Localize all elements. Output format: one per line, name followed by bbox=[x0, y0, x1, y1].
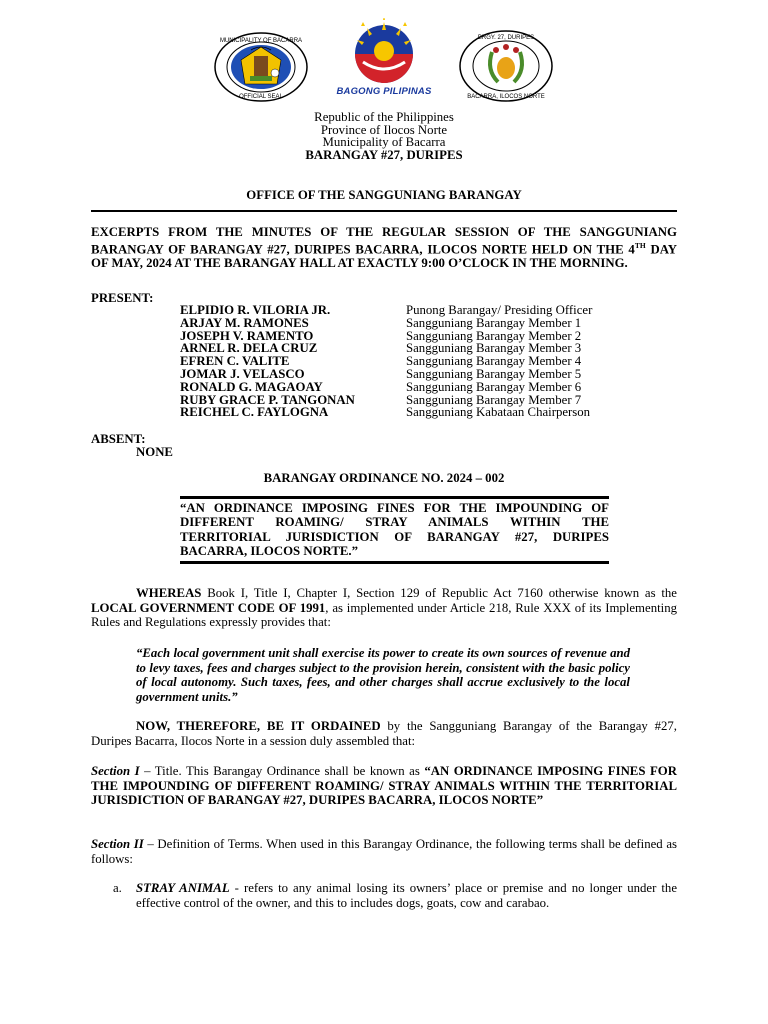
member-position: Sangguniang Barangay Member 3 bbox=[406, 341, 582, 356]
member-name: RONALD G. MAGAOAY bbox=[180, 379, 323, 394]
municipality-of-bacarra-seal-icon bbox=[213, 32, 309, 102]
ordinance-number: BARANGAY ORDINANCE NO. 2024 – 002 bbox=[263, 471, 505, 485]
member-row bbox=[180, 381, 592, 394]
header-country: Republic of the Philippines bbox=[314, 110, 454, 124]
definition-body bbox=[136, 881, 677, 910]
member-name: EFREN C. VALITE bbox=[180, 354, 290, 369]
letterhead-seals bbox=[0, 26, 768, 108]
definition-item bbox=[113, 881, 677, 910]
members-list bbox=[180, 304, 592, 419]
member-position: Sangguniang Kabataan Chairperson bbox=[406, 405, 591, 420]
whereas-text-continued: , as implemented under Article 218, Rule XXX of its Implementing Rules and Regulations expressly provides that: bbox=[91, 600, 677, 630]
member-row bbox=[180, 406, 592, 419]
code-quotation: “Each local government unit shall exercise its power to create its own sources of revenue and to levy taxes, fees and charges subject to the provision herein, consistent with the basic policy of local autonomy. Such taxes, fees, and other charges shall accrue exclusively to the local government units.” bbox=[136, 646, 630, 704]
section-2 bbox=[91, 837, 677, 866]
member-position: Sangguniang Barangay Member 6 bbox=[406, 379, 582, 394]
section-1-label: Section I bbox=[91, 764, 140, 778]
header-divider bbox=[91, 210, 677, 212]
absent-value: NONE bbox=[136, 445, 173, 459]
member-name: ARJAY M. RAMONES bbox=[180, 315, 309, 330]
definition-text: - refers to any animal losing its owners’ place or premise and no longer under the effective control of the owner, and this to includes dogs, goats, cow and carabao. bbox=[136, 881, 678, 910]
header-province: Province of Ilocos Norte bbox=[320, 122, 448, 137]
member-name: REICHEL C. FAYLOGNA bbox=[180, 405, 329, 420]
member-name: JOMAR J. VELASCO bbox=[180, 366, 305, 381]
member-row bbox=[180, 368, 592, 381]
excerpt-superscript: TH bbox=[634, 241, 646, 251]
member-position: Sangguniang Barangay Member 1 bbox=[406, 315, 582, 330]
absent-label: ABSENT: bbox=[91, 432, 146, 446]
bagong-pilipinas-label: BAGONG PILIPINAS bbox=[336, 86, 432, 97]
member-name: RUBY GRACE P. TANGONAN bbox=[180, 392, 355, 407]
present-label: PRESENT: bbox=[91, 291, 154, 305]
office-title: OFFICE OF THE SANGGUNIANG BARANGAY bbox=[246, 188, 522, 202]
member-position: Sangguniang Barangay Member 7 bbox=[406, 392, 582, 407]
whereas-lead: WHEREAS bbox=[136, 586, 202, 600]
member-position: Sangguniang Barangay Member 4 bbox=[406, 354, 582, 369]
svg-text:BACARRA, ILOCOS NORTE: BACARRA, ILOCOS NORTE bbox=[467, 94, 545, 100]
letterhead bbox=[0, 111, 768, 161]
excerpt-text-continued: DAY OF MAY, 2024 AT THE BARANGAY HALL AT EXACTLY 9:00 O’CLOCK IN THE MORNING. bbox=[91, 242, 677, 271]
section-1 bbox=[91, 764, 677, 808]
whereas-text: Book I, Title I, Chapter I, Section 129 of Republic Act 7160 otherwise known as the bbox=[201, 586, 677, 600]
definition-marker: a. bbox=[113, 881, 122, 895]
local-government-code: LOCAL GOVERNMENT CODE OF 1991 bbox=[91, 600, 326, 615]
svg-text:MUNICIPALITY OF BACARRA: MUNICIPALITY OF BACARRA bbox=[219, 38, 303, 44]
barangay-duripes-seal-icon bbox=[458, 30, 554, 102]
whereas-paragraph bbox=[91, 586, 677, 630]
section-2-text: – Definition of Terms. When used in this Barangay Ordinance, the following terms shall be defined as follows: bbox=[91, 837, 677, 866]
ordained-paragraph bbox=[91, 719, 677, 748]
bagong-pilipinas-logo-icon bbox=[327, 18, 441, 106]
member-position: Sangguniang Barangay Member 5 bbox=[406, 366, 582, 381]
ordained-lead: NOW, THEREFORE, BE IT ORDAINED bbox=[136, 719, 381, 733]
section-1-title: “AN ORDINANCE IMPOSING FINES FOR THE IMPOUNDING OF DIFFERENT ROAMING/ STRAY ANIMALS WITHIN THE TERRITORIAL JURISDICTION OF BARANGAY #27, DURIPES BACARRA, ILOCOS NORTE” bbox=[91, 764, 677, 808]
member-position: Sangguniang Barangay Member 2 bbox=[406, 328, 582, 343]
member-name: JOSEPH V. RAMENTO bbox=[180, 328, 314, 343]
header-municipality: Municipality of Bacarra bbox=[322, 135, 446, 150]
svg-text:OFFICIAL SEAL: OFFICIAL SEAL bbox=[239, 94, 283, 100]
section-2-label: Section II bbox=[91, 837, 144, 851]
header-barangay: BARANGAY #27, DURIPES bbox=[305, 147, 463, 162]
excerpt-text: EXCERPTS FROM THE MINUTES OF THE REGULAR SESSION OF THE SANGGUNIANG BARANGAY OF BARANGAY #27, DURIPES BACARRA, ILOCOS NORTE HELD ON THE 4 bbox=[91, 225, 677, 257]
definition-term: STRAY ANIMAL bbox=[136, 881, 230, 895]
member-name: ARNEL R. DELA CRUZ bbox=[180, 341, 318, 356]
member-name: ELPIDIO R. VILORIA JR. bbox=[180, 303, 331, 317]
member-position: Punong Barangay/ Presiding Officer bbox=[406, 303, 593, 317]
section-1-text: – Title. This Barangay Ordinance shall be known as bbox=[139, 764, 425, 778]
minutes-excerpt bbox=[91, 226, 677, 270]
svg-text:BRGY. 27, DURIPES: BRGY. 27, DURIPES bbox=[477, 35, 535, 41]
ordinance-title-box: “AN ORDINANCE IMPOSING FINES FOR THE IMPOUNDING OF DIFFERENT ROAMING/ STRAY ANIMALS WITHIN THE TERRITORIAL JURISDICTION OF BARANGAY #27, DURIPES BACARRA, ILOCOS NORTE.” bbox=[180, 496, 609, 564]
member-row bbox=[180, 317, 592, 330]
ordained-text: by the Sangguniang Barangay of the Barangay #27, Duripes Bacarra, Ilocos Norte in a session duly assembled that: bbox=[91, 719, 677, 748]
member-row bbox=[180, 304, 592, 317]
